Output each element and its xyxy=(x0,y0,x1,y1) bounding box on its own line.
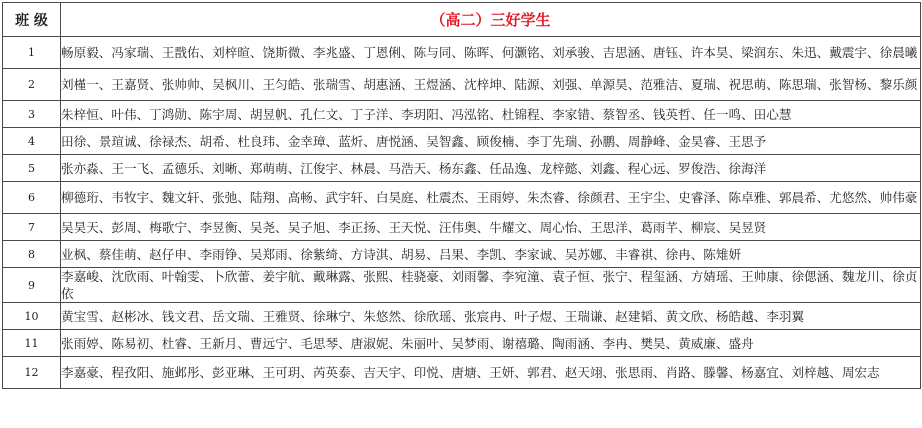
student-names-cell: 柳德珩、韦牧宇、魏文轩、张弛、陆翔、高畅、武宇轩、白昊庭、杜震杰、王雨婷、朱杰睿、徐颜君、王宇尘、史睿泽、陈卓雅、郭晨希、尤悠然、帅伟豪 xyxy=(61,182,921,214)
class-column-header: 班 级 xyxy=(3,3,61,37)
table-row xyxy=(3,69,921,101)
table-title: （高二）三好学生 xyxy=(61,3,921,37)
student-names-cell: 张亦淼、王一飞、孟德乐、刘晰、郑萌萌、江俊宇、林晨、马浩天、杨东鑫、任品逸、龙梓懿、刘鑫、程心远、罗俊浩、徐海洋 xyxy=(61,155,921,182)
student-names-cell: 刘槿一、王嘉贤、张帅帅、吴枫川、王匀皓、张瑞雪、胡惠涵、王煜涵、沈梓坤、陆源、刘强、单源昊、范雅洁、夏瑞、祝思萌、陈思瑞、张智杨、黎乐颜 xyxy=(61,69,921,101)
class-number-cell: 9 xyxy=(3,268,61,303)
class-number-cell: 2 xyxy=(3,69,61,101)
table-row xyxy=(3,268,921,303)
student-names-cell: 李嘉峻、沈欣雨、叶翰雯、卜欣蕾、姜宇航、戴琳露、张熙、桂骁豪、刘雨馨、李宛潼、袁子恒、张宁、程玺涵、方婧瑶、王帅康、徐偲涵、魏龙川、徐贞依 xyxy=(61,268,921,303)
honor-roll-table xyxy=(2,2,921,389)
student-names-cell: 黄宝雪、赵彬冰、钱文君、岳文瑞、王雅贤、徐琳宁、朱悠然、徐欣瑶、张宸冉、叶子煜、王瑞谦、赵建韬、黄文欣、杨皓越、李羽翼 xyxy=(61,303,921,330)
student-names-cell: 李嘉豪、程孜阳、施邺彤、彭亚琳、王可玥、芮英泰、吉天宇、印悦、唐塘、王妍、郭君、赵天翊、张思雨、肖路、滕馨、杨嘉宜、刘梓越、周宏志 xyxy=(61,357,921,389)
student-names-cell: 朱梓恒、叶伟、丁鸿勋、陈宇周、胡昱帆、孔仁文、丁子洋、李玥阳、冯泓铭、杜锦程、李家错、蔡智丞、钱英哲、任一鸣、田心慧 xyxy=(61,101,921,128)
student-names-cell: 业枫、蔡佳萌、赵仔申、李雨铮、吴郑雨、徐紫绮、方诗淇、胡易、吕果、李凯、李家诚、吴苏娜、丰睿祺、徐冉、陈雉妍 xyxy=(61,241,921,268)
class-number-cell: 5 xyxy=(3,155,61,182)
student-names-cell: 田徐、景瑄诚、徐禄杰、胡希、杜良玮、金幸璋、蓝炘、唐悦涵、吴智鑫、顾俊楠、李丁先瑞、孙鹏、周静峰、金昊睿、王思予 xyxy=(61,128,921,155)
table-row xyxy=(3,241,921,268)
header-row xyxy=(3,3,921,37)
class-number-cell: 6 xyxy=(3,182,61,214)
class-number-cell: 12 xyxy=(3,357,61,389)
student-names-cell: 张雨婷、陈易初、杜睿、王新月、曹远宁、毛思琴、唐淑妮、朱丽叶、吴梦雨、谢禧璐、陶雨涵、李冉、樊昊、黄威廉、盛舟 xyxy=(61,330,921,357)
table-row xyxy=(3,155,921,182)
student-names-cell: 吴昊天、彭周、梅歌宁、李昱衡、吴尧、吴子旭、李正扬、王天悦、汪伟奥、牛耀文、周心怡、王思洋、葛雨芊、柳宸、吴昱贤 xyxy=(61,214,921,241)
table-row xyxy=(3,357,921,389)
class-number-cell: 10 xyxy=(3,303,61,330)
table-row xyxy=(3,330,921,357)
class-number-cell: 8 xyxy=(3,241,61,268)
table-row xyxy=(3,37,921,69)
student-names-cell: 畅原毅、冯家瑞、王戬佑、刘梓暄、饶斯微、李兆盛、丁恩俐、陈与同、陈晖、何灏铭、刘承骏、吉思涵、唐钰、许本昊、梁润东、朱迅、戴震宇、徐晨曦 xyxy=(61,37,921,69)
class-number-cell: 7 xyxy=(3,214,61,241)
class-number-cell: 4 xyxy=(3,128,61,155)
table-row xyxy=(3,214,921,241)
class-number-cell: 1 xyxy=(3,37,61,69)
table-row xyxy=(3,182,921,214)
class-number-cell: 11 xyxy=(3,330,61,357)
table-row xyxy=(3,303,921,330)
honor-roll-body xyxy=(3,3,921,389)
class-number-cell: 3 xyxy=(3,101,61,128)
table-row xyxy=(3,128,921,155)
table-row xyxy=(3,101,921,128)
